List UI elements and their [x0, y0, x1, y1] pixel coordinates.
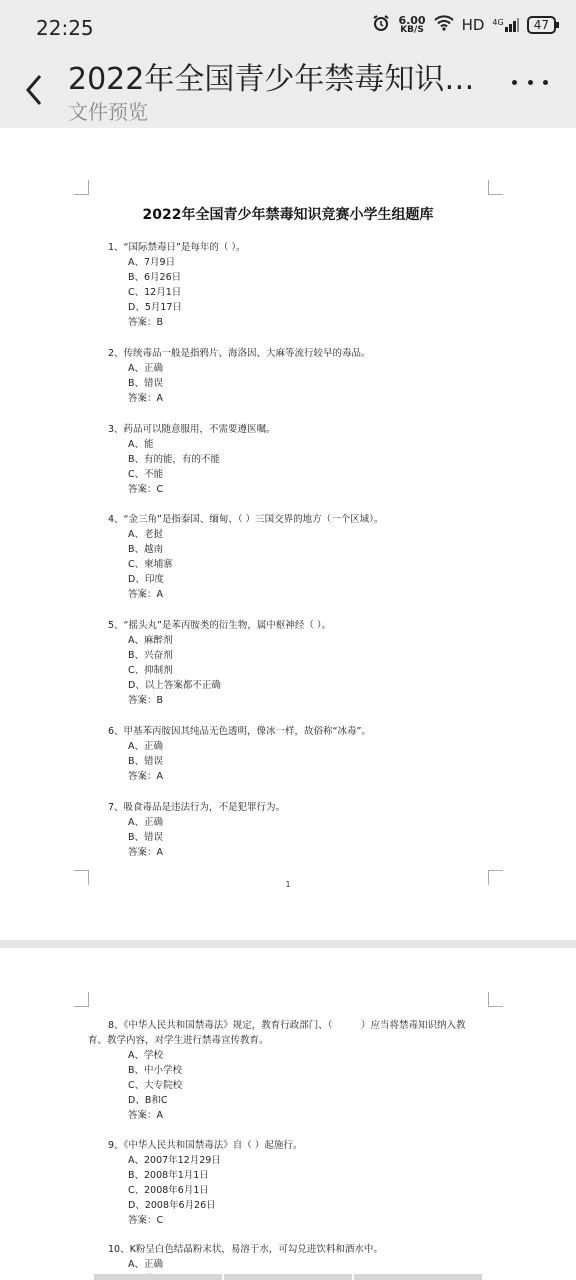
question-option: C、2008年6月1日	[128, 1185, 209, 1196]
question-option: D、以上答案都不正确	[128, 680, 221, 691]
more-dot-icon	[512, 80, 517, 85]
question-item	[108, 618, 508, 708]
signal-icon	[492, 18, 518, 32]
network-type: 4G	[492, 18, 504, 27]
question-option: A、2007年12月29日	[128, 1155, 221, 1166]
toolbar-segment	[94, 1274, 222, 1280]
page-corner-mark	[74, 180, 89, 195]
file-preview-label: 文件预览	[68, 100, 148, 124]
question-option: A、麻醉剂	[128, 635, 173, 646]
question-stem: 7、吸食毒品是违法行为，不是犯罪行为。	[108, 802, 286, 813]
toolbar-segment	[354, 1274, 482, 1280]
question-option: C、12月1日	[128, 287, 182, 298]
question-option: A、正确	[128, 817, 163, 828]
question-item	[108, 724, 508, 784]
question-item	[108, 422, 508, 497]
question-stem: 6、甲基苯丙胺因其纯品无色透明，像冰一样，故俗称“冰毒”。	[108, 726, 371, 737]
status-bar	[0, 0, 576, 52]
question-option: A、7月9日	[128, 257, 176, 268]
bottom-toolbar-hint	[94, 1274, 482, 1280]
more-options-button[interactable]	[512, 76, 548, 88]
question-option: A、正确	[128, 1259, 163, 1270]
question-option: C、不能	[128, 469, 164, 480]
question-option: A、正确	[128, 363, 163, 374]
question-option: A、老挝	[128, 529, 163, 540]
question-option: B、错误	[128, 756, 164, 767]
question-item	[108, 512, 508, 602]
question-stem: 2、传统毒品一般是指鸦片、海洛因、大麻等流行较早的毒品。	[108, 348, 371, 359]
wifi-icon	[434, 15, 454, 35]
question-item	[108, 1138, 508, 1228]
question-option: C、大专院校	[128, 1080, 183, 1091]
question-stem: 5、“摇头丸”是苯丙胺类的衍生物，属中枢神经（ ）。	[108, 620, 332, 631]
page-corner-mark	[74, 992, 89, 1007]
question-stem: 10、K粉呈白色结晶粉末状，易溶于水，可勾兑进饮料和酒水中。	[108, 1244, 383, 1255]
question-option: B、兴奋剂	[128, 650, 173, 661]
question-option: D、2008年6月26日	[128, 1200, 216, 1211]
page-heading: 2022年全国青少年禁毒知识竞赛小学生组题库	[142, 207, 434, 223]
page-corner-mark	[488, 992, 503, 1007]
question-option: B、有的能，有的不能	[128, 454, 221, 465]
question-answer: 答案：C	[128, 484, 164, 495]
question-option: D、印度	[128, 574, 164, 585]
back-button[interactable]	[16, 66, 52, 110]
question-item	[88, 1018, 518, 1123]
question-stem: 4、“金三角”是指泰国、缅甸、（ ）三国交界的地方（一个区域）。	[108, 514, 384, 525]
chevron-left-icon	[16, 66, 52, 110]
question-option: D、5月17日	[128, 302, 182, 313]
question-stem: 1、“国际禁毒日”是每年的（ ）。	[108, 242, 246, 253]
question-option: A、正确	[128, 741, 163, 752]
status-time: 22:25	[36, 16, 94, 40]
question-answer: 答案：A	[128, 393, 163, 404]
question-stem: 8、《中华人民共和国禁毒法》规定，教育行政部门、（ ）应当将禁毒知识纳入教	[108, 1020, 466, 1031]
question-answer: 答案：A	[128, 847, 163, 858]
question-item	[108, 346, 508, 406]
question-item	[108, 240, 508, 330]
document-viewer[interactable]	[0, 128, 576, 1280]
question-option: B、错误	[128, 378, 164, 389]
question-option: B、6月26日	[128, 272, 182, 283]
status-icons	[372, 14, 556, 36]
document-title: 2022年全国青少年禁毒知识…	[68, 62, 475, 97]
speed-value: 6.00	[398, 14, 426, 27]
battery-indicator: 47	[527, 16, 556, 34]
more-dot-icon	[528, 80, 533, 85]
question-stem: 3、药品可以随意服用，不需要遵医嘱。	[108, 424, 276, 435]
question-option: B、2008年1月1日	[128, 1170, 209, 1181]
question-item	[108, 800, 508, 860]
document-page-1	[0, 128, 576, 940]
question-option: B、越南	[128, 544, 164, 555]
question-option: A、能	[128, 439, 154, 450]
question-stem-continued: 育、教学内容，对学生进行禁毒宣传教育。	[88, 1035, 269, 1046]
question-option: C、抑制剂	[128, 665, 173, 676]
question-answer: 答案：A	[128, 771, 163, 782]
toolbar-segment	[224, 1274, 352, 1280]
app-bar	[0, 52, 576, 128]
speed-unit: KB/S	[400, 25, 424, 35]
question-option: D、B和C	[128, 1095, 168, 1106]
question-option: C、柬埔寨	[128, 559, 173, 570]
hd-label: HD	[461, 16, 485, 34]
question-option: B、错误	[128, 832, 164, 843]
question-answer: 答案：B	[128, 317, 164, 328]
question-answer: 答案：B	[128, 695, 164, 706]
question-answer: 答案：A	[128, 589, 163, 600]
question-answer: 答案：A	[128, 1110, 163, 1121]
question-option: A、学校	[128, 1050, 163, 1061]
question-option: B、中小学校	[128, 1065, 183, 1076]
question-answer: 答案：C	[128, 1215, 164, 1226]
more-dot-icon	[543, 80, 548, 85]
network-speed	[398, 15, 425, 35]
page-corner-mark	[488, 180, 503, 195]
alarm-icon	[372, 14, 390, 36]
document-page-2	[0, 948, 576, 1280]
page-number: 1	[285, 880, 291, 889]
question-stem: 9、《中华人民共和国禁毒法》自（ ）起施行。	[108, 1140, 303, 1151]
